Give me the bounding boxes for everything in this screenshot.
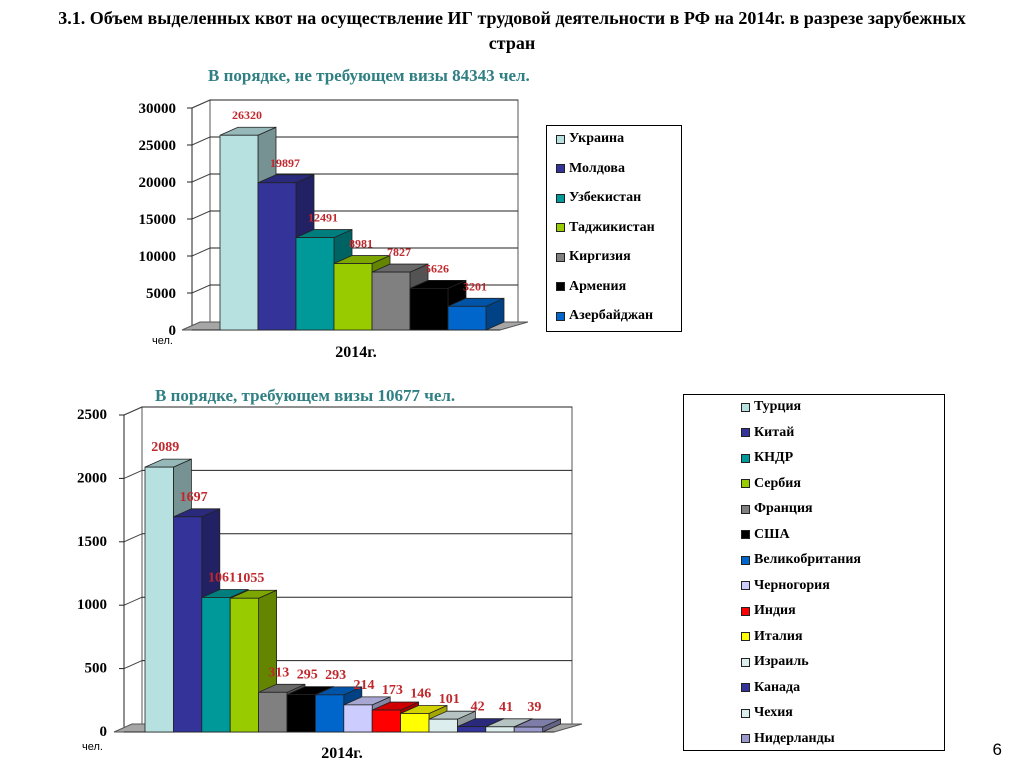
data-label: 5626 — [425, 261, 449, 276]
legend-label: КНДР — [754, 450, 794, 465]
legend-swatch — [741, 479, 750, 488]
x-axis-label: 2014г. — [335, 344, 377, 361]
legend-label: Италия — [754, 628, 803, 644]
legend-item — [741, 578, 830, 594]
chart-1-title: В порядке, не требующем визы 84343 чел. — [208, 66, 530, 85]
legend-swatch — [741, 683, 750, 692]
legend-label: Черногория — [754, 577, 830, 593]
legend-swatch — [741, 454, 750, 463]
bar-front — [173, 517, 201, 732]
legend-label: Франция — [754, 501, 813, 516]
y-tick-label: 0 — [99, 724, 107, 740]
bar-front — [145, 467, 173, 732]
data-label: 1061 — [208, 570, 236, 586]
legend-label: Азербайджан — [569, 308, 654, 323]
y-tick-label: 10000 — [138, 249, 176, 265]
data-label: 313 — [268, 665, 290, 681]
legend-label: Узбекистан — [569, 190, 642, 205]
legend-item — [741, 552, 861, 568]
data-label: 1697 — [179, 489, 208, 505]
legend-label: Великобритания — [754, 552, 861, 567]
bar-front — [514, 727, 542, 732]
bar-front — [230, 598, 258, 732]
legend-swatch — [741, 556, 750, 565]
slide-title: 3.1. Объем выделенных квот на осуществление ИГ трудовой деятельности в РФ на 2014г. в разрезе зарубежных стран — [58, 8, 966, 53]
data-label: 42 — [470, 699, 485, 715]
bar-front — [344, 705, 372, 732]
page-number: 6 — [992, 740, 1002, 759]
data-label: 12491 — [308, 210, 338, 225]
legend-item — [741, 476, 801, 492]
legend-item — [556, 131, 624, 147]
y-tick-label: 30000 — [138, 101, 176, 117]
legend-item — [741, 450, 793, 466]
legend-label: Украина — [569, 131, 625, 146]
chart-2-title: В порядке, требующем визы 10677 чел. — [155, 386, 456, 405]
legend-swatch — [741, 530, 750, 539]
legend-swatch — [556, 194, 565, 203]
y-tick-label: 5000 — [146, 286, 176, 302]
legend-swatch — [741, 428, 750, 437]
data-label: 7827 — [387, 245, 411, 260]
legend-item — [741, 501, 813, 517]
data-label: 2089 — [151, 440, 180, 456]
y-axis-unit: чел. — [152, 335, 173, 347]
data-label: 295 — [296, 667, 318, 683]
legend-swatch — [741, 709, 750, 718]
bar-front — [202, 597, 230, 732]
legend-label: Нидерланды — [754, 730, 835, 746]
data-label: 19897 — [270, 155, 300, 170]
data-label: 3201 — [463, 279, 487, 294]
legend-swatch — [556, 253, 565, 262]
bar-front — [372, 710, 400, 732]
data-label: 8981 — [349, 236, 373, 251]
legend-swatch — [741, 607, 750, 616]
bar-front — [334, 264, 372, 330]
legend-item — [741, 680, 800, 696]
legend-label: Чехия — [754, 705, 793, 720]
legend-label: Китай — [754, 424, 795, 440]
legend-label: Индия — [754, 603, 796, 618]
legend-item — [556, 249, 631, 265]
legend-item — [556, 190, 641, 206]
y-tick-label: 1500 — [77, 533, 107, 550]
y-tick-label: 15000 — [138, 212, 176, 228]
legend-label: Канада — [754, 679, 801, 695]
legend-label: Молдова — [569, 160, 625, 176]
data-label: 293 — [325, 667, 347, 683]
data-label: 146 — [410, 686, 432, 702]
legend-label: Израиль — [754, 654, 809, 669]
legend-item — [741, 629, 803, 645]
legend-swatch — [556, 282, 565, 291]
legend-swatch — [741, 505, 750, 514]
legend-swatch — [741, 403, 750, 412]
y-tick-label: 500 — [84, 660, 107, 677]
bar-Азербайджан — [448, 298, 504, 330]
legend-item — [741, 731, 835, 747]
y-tick-label: 25000 — [138, 138, 176, 154]
legend-item — [741, 705, 793, 721]
legend-label: Турция — [754, 399, 802, 414]
legend-swatch — [556, 164, 565, 173]
chart-2 — [77, 407, 582, 762]
legend-item — [741, 654, 809, 670]
bar-front — [315, 695, 343, 732]
data-label: 39 — [527, 700, 542, 716]
legend-label: США — [754, 526, 790, 542]
legend-item — [741, 399, 801, 415]
data-label: 26320 — [232, 108, 262, 123]
legend-label: Киргизия — [569, 249, 631, 264]
bar-front — [258, 183, 296, 330]
legend-item — [741, 425, 794, 441]
legend-item — [556, 220, 655, 236]
y-tick-label: 2000 — [77, 470, 107, 487]
bar-front — [486, 727, 514, 732]
y-tick-label: 20000 — [138, 175, 176, 191]
legend-item — [556, 161, 625, 177]
bar-front — [372, 272, 410, 330]
bar-front — [410, 288, 448, 330]
legend-label: Таджикистан — [569, 219, 655, 235]
legend-swatch — [556, 223, 565, 232]
bar-front — [448, 306, 486, 330]
bar-front — [429, 719, 457, 732]
data-label: 214 — [353, 677, 375, 693]
legend-swatch — [741, 658, 750, 667]
y-tick-label: 2500 — [77, 407, 107, 423]
bar-front — [287, 695, 315, 732]
bar-front — [457, 727, 485, 732]
y-tick-label: 0 — [168, 323, 176, 339]
legend-label: Армения — [569, 278, 627, 294]
chart-1 — [139, 100, 529, 361]
bar-front — [220, 135, 258, 330]
legend-item — [556, 308, 653, 324]
bar-front — [296, 238, 334, 330]
bar-front — [259, 692, 287, 732]
legend-swatch — [741, 632, 750, 641]
legend-item — [556, 279, 626, 295]
legend-swatch — [741, 581, 750, 590]
x-axis-label: 2014г. — [321, 745, 363, 762]
legend-swatch — [556, 312, 565, 321]
legend-item — [741, 603, 796, 619]
legend-swatch — [556, 135, 565, 144]
data-label: 1055 — [236, 571, 265, 587]
data-label: 41 — [499, 699, 513, 715]
data-label: 101 — [438, 692, 460, 708]
y-tick-label: 1000 — [77, 597, 107, 614]
legend-swatch — [741, 734, 750, 743]
data-label: 173 — [381, 683, 403, 699]
y-axis-unit: чел. — [82, 741, 103, 753]
plot-side-wall — [124, 407, 142, 732]
legend-label: Сербия — [754, 475, 801, 491]
legend-item — [741, 527, 790, 543]
chart-2-legend — [683, 394, 945, 751]
bar-front — [401, 713, 429, 732]
